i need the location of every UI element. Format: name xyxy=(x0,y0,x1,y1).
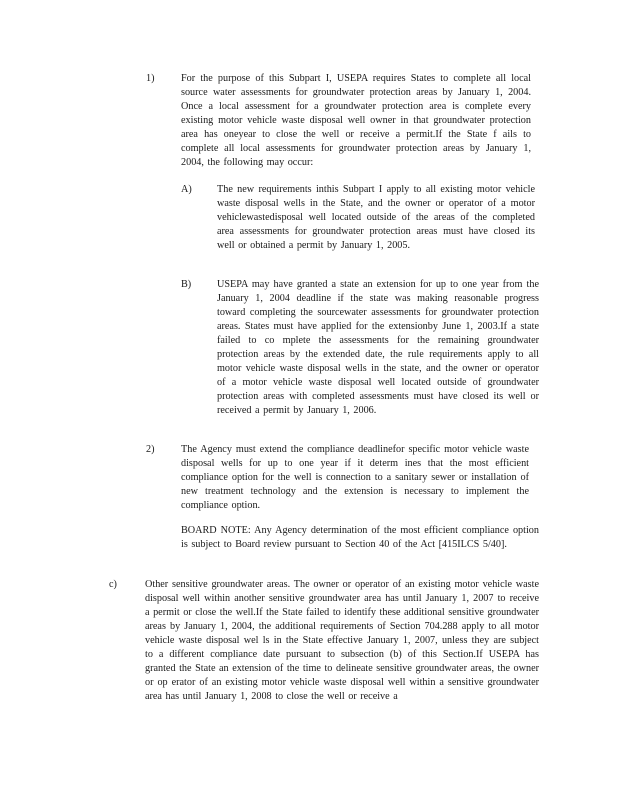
board-note-text: BOARD NOTE: Any Agency determination of the most efficient compliance option is subject to Board review pursuant to Section 40 of the Act [415ILCS 5/40]. xyxy=(181,525,539,550)
paragraph-1-a-text: The new requirements inthis Subpart I apply to all existing motor vehicle waste disposal wells in the State, and the owner or operator of a motor vehiclewastedisposal well located outside of the areas of the completed area assessments for groundwater protection areas must have closed its well or obtained a permit by January 1, 2005. xyxy=(217,184,535,251)
paragraph-1-b-label: B) xyxy=(181,279,192,290)
paragraph-1-label: 1) xyxy=(146,73,155,84)
paragraph-1-b-text: USEPA may have granted a state an extension for up to one year from the January 1, 2004 deadline if the state was making reasonable progress toward completing the sourcewater assessments for groundwater protection areas. States must have applied for the extensionby June 1, 2003.If a state failed to co mplete the assessments for the remaining groundwater protection areas by the extended date, the rule requirements apply to all motor vehicle waste disposal wells in the state, and the owner or operator of a motor vehicle waste disposal well located outside of groundwater protection areas with completed assessments must have closed its well or received a permit by January 1, 2006. xyxy=(217,279,539,416)
paragraph-c-label: c) xyxy=(109,579,117,590)
paragraph-2-label: 2) xyxy=(146,444,155,455)
paragraph-1-a-label: A) xyxy=(181,184,192,195)
paragraph-c-text: Other sensitive groundwater areas. The owner or operator of an existing motor vehicle waste disposal well within another sensitive groundwater area has until January 1, 2007 to receive a permit or close the well.If the State failed to identify these additional sensitive groundwater areas by January 1, 2004, the additional requirements of Section 704.288 apply to all motor vehicle waste disposal wel ls in the State effective January 1, 2007, unless they are subject to a different compliance date pursuant to subsection (b) of this Section.If USEPA has granted the State an extension of the time to delineate sensitive groundwater areas, the owner or op erator of an existing motor vehicle waste disposal well within a sensitive groundwater area has until January 1, 2008 to close the well or receive a xyxy=(145,579,539,702)
paragraph-2-text: The Agency must extend the compliance deadlinefor specific motor vehicle waste disposal wells for up to one year if it determ ines that the most efficient compliance option for the well is connection to a sanitary sewer or installation of new treatment technology and the extension is necessary to implement the compliance option. xyxy=(181,444,529,511)
paragraph-1-text: For the purpose of this Subpart I, USEPA requires States to complete all local source water assessments for groundwater protection areas by January 1, 2004. Once a local assessment for a groundwater protection area is complete every existing motor vehicle waste disposal well owner in that groundwater protection area has oneyear to close the well or receive a permit.If the State f ails to complete all local assessments for groundwater protection areas by January 1, 2004, the following may occur: xyxy=(181,73,531,168)
